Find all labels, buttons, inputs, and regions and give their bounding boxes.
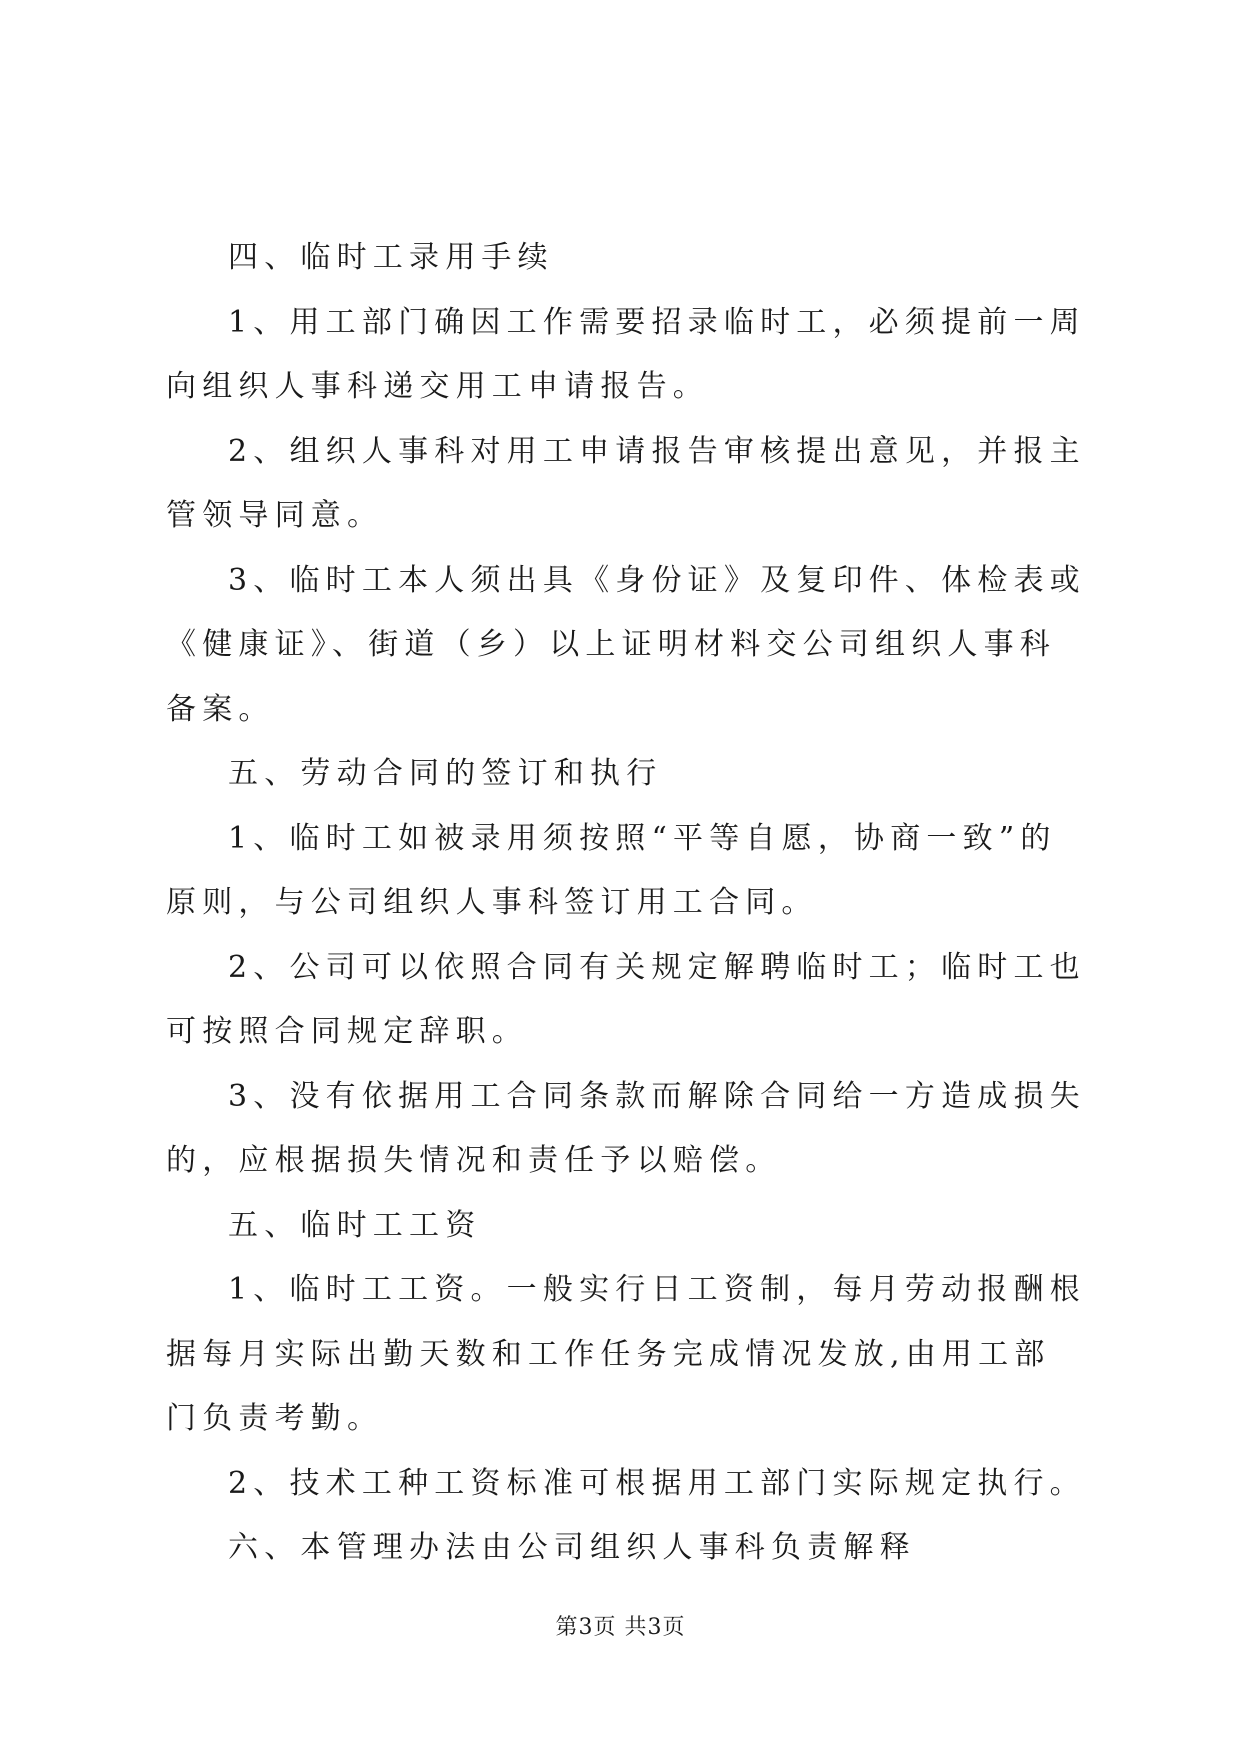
section-heading-wages: 五、临时工工资 (228, 1207, 482, 1243)
paragraph-item: 2、公司可以依照合同有关规定解聘临时工；临时工也可按照合同规定辞职。 (166, 949, 1086, 1049)
paragraph-item: 3、临时工本人须出具《身份证》及复印件、体检表或《健康证》、街道（乡）以上证明材料交公司组织人事科备案。 (166, 562, 1086, 727)
paragraph-item: 3、没有依据用工合同条款而解除合同给一方造成损失的，应根据损失情况和责任予以赔偿。 (166, 1078, 1086, 1178)
page-footer: 第3页 共3页 (555, 1615, 686, 1640)
section-heading-interpretation: 六、本管理办法由公司组织人事科负责解释 (228, 1530, 916, 1565)
section-heading-hiring-procedure: 四、临时工录用手续 (228, 240, 554, 275)
paragraph-item: 2、组织人事科对用工申请报告审核提出意见，并报主管领导同意。 (166, 433, 1086, 533)
paragraph-item: 1、用工部门确因工作需要招录临时工，必须提前一周向组织人事科递交用工申请报告。 (166, 304, 1086, 404)
section-heading-labor-contract: 五、劳动合同的签订和执行 (228, 756, 663, 791)
document-body (166, 226, 1086, 1581)
paragraph-item: 1、临时工如被录用须按照“平等自愿，协商一致”的原则，与公司组织人事科签订用工合同。 (166, 820, 1057, 920)
paragraph-item: 1、临时工工资。一般实行日工资制，每月劳动报酬根据每月实际出勤天数和工作任务完成情况发放,由用工部门负责考勤。 (166, 1272, 1086, 1436)
paragraph-item: 2、技术工种工资标准可根据用工部门实际规定执行。 (228, 1465, 1086, 1501)
